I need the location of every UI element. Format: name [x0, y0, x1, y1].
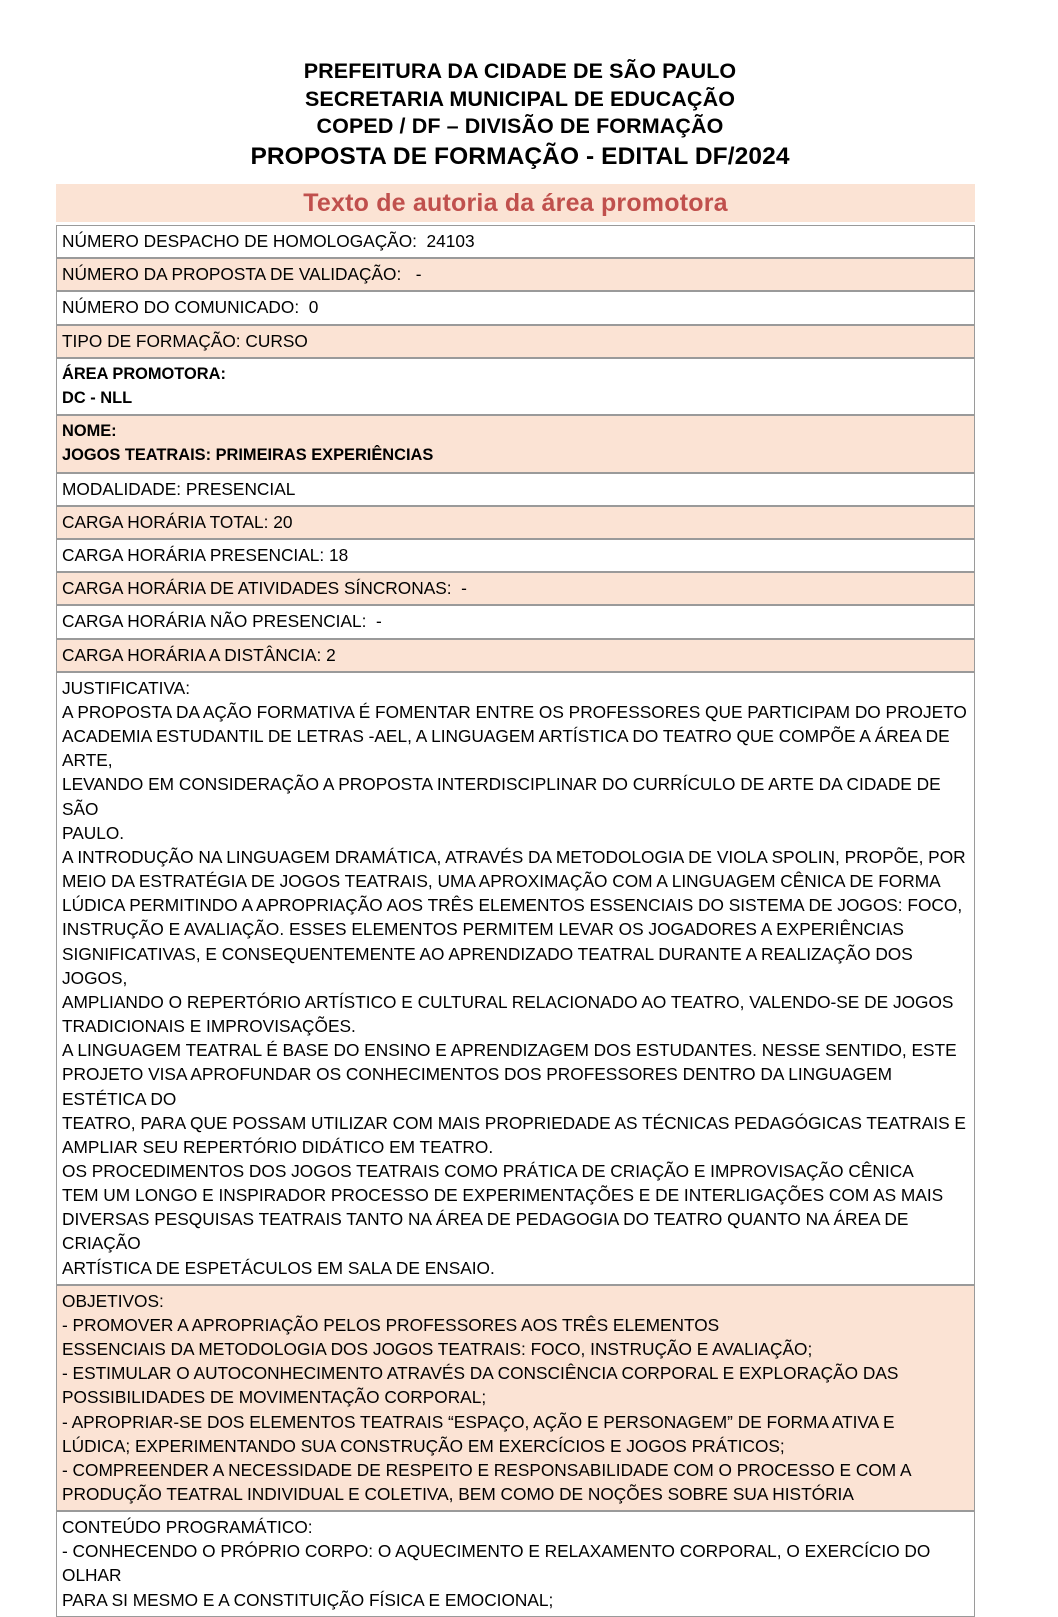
field-modalidade: [56, 473, 975, 506]
table-row: [56, 572, 975, 605]
field-line: CARGA HORÁRIA TOTAL: 20: [62, 511, 293, 532]
field-line: POSSIBILIDADES DE MOVIMENTAÇÃO CORPORAL;: [62, 1387, 487, 1408]
field-line: TRADICIONAIS E IMPROVISAÇÕES.: [62, 1016, 356, 1037]
field-line: PARA SI MESMO E A CONSTITUIÇÃO FÍSICA E EMOCIONAL;: [62, 1589, 554, 1610]
table-row: [56, 506, 975, 539]
field-line: PAULO.: [62, 822, 125, 843]
field-line: ESSENCIAIS DA METODOLOGIA DOS JOGOS TEATRAIS: FOCO, INSTRUÇÃO E AVALIAÇÃO;: [62, 1339, 813, 1360]
field-line: MEIO DA ESTRATÉGIA DE JOGOS TEATRAIS, UMA APROXIMAÇÃO COM A LINGUAGEM CÊNICA DE FORMA: [62, 871, 941, 892]
header-line-coped: COPED / DF – DIVISÃO DE FORMAÇÃO: [316, 114, 724, 138]
field-line: CARGA HORÁRIA A DISTÂNCIA: 2: [62, 644, 336, 665]
table-row: [56, 672, 975, 1285]
field-line: CARGA HORÁRIA PRESENCIAL: 18: [62, 545, 349, 566]
field-line: DC - NLL: [62, 389, 133, 408]
field-line: SIGNIFICATIVAS, E CONSEQUENTEMENTE AO APRENDIZADO TEATRAL DURANTE A REALIZAÇÃO DOS JOGOS,: [62, 943, 918, 988]
field-line: A LINGUAGEM TEATRAL É BASE DO ENSINO E APRENDIZAGEM DOS ESTUDANTES. NESSE SENTIDO, ESTE: [62, 1040, 957, 1061]
table-row: [56, 1285, 975, 1511]
field-line: LÚDICA PERMITINDO A APROPRIAÇÃO AOS TRÊS ELEMENTOS ESSENCIAIS DO SISTEMA DE JOGOS: FOCO,: [62, 895, 963, 916]
field-line: LEVANDO EM CONSIDERAÇÃO A PROPOSTA INTERDISCIPLINAR DO CURRÍCULO DE ARTE DA CIDADE DE SÃO: [62, 774, 946, 819]
field-carga-horaria-atividades-sincronas: [56, 572, 975, 605]
table-row: [56, 639, 975, 672]
header-line-secretaria: SECRETARIA MUNICIPAL DE EDUCAÇÃO: [304, 86, 736, 111]
field-line: PROJETO VISA APROFUNDAR OS CONHECIMENTOS DOS PROFESSORES DENTRO DA LINGUAGEM ESTÉTICA DO: [62, 1064, 897, 1109]
field-carga-horaria-total: [56, 506, 975, 539]
authorship-banner: [56, 184, 975, 222]
field-line: CONTEÚDO PROGRAMÁTICO:: [62, 1517, 313, 1538]
field-tipo-de-formacao: [56, 325, 975, 358]
table-row: [56, 539, 975, 572]
field-justificativa: [56, 672, 975, 1285]
field-line: JOGOS TEATRAIS: PRIMEIRAS EXPERIÊNCIAS: [62, 446, 434, 465]
header-line-prefeitura: PREFEITURA DA CIDADE DE SÃO PAULO: [303, 59, 737, 83]
field-line: DIVERSAS PESQUISAS TEATRAIS TANTO NA ÁREA DE PEDAGOGIA DO TEATRO QUANTO NA ÁREA DE CRIAÇÃO: [62, 1209, 914, 1254]
table-row: [56, 358, 975, 415]
field-line: OBJETIVOS:: [62, 1290, 164, 1311]
field-carga-horaria-a-distancia: [56, 639, 975, 672]
field-line: PRODUÇÃO TEATRAL INDIVIDUAL E COLETIVA, BEM COMO DE NOÇÕES SOBRE SUA HISTÓRIA: [62, 1484, 854, 1504]
field-carga-horaria-nao-presencial: [56, 605, 975, 638]
field-line: - COMPREENDER A NECESSIDADE DE RESPEITO E RESPONSABILIDADE COM O PROCESSO E COM A: [62, 1459, 912, 1480]
table-row: [56, 605, 975, 638]
proposal-fields-table: [56, 225, 975, 1617]
field-line: JUSTIFICATIVA:: [62, 677, 191, 698]
header-line-proposta: PROPOSTA DE FORMAÇÃO - EDITAL DF/2024: [250, 142, 790, 170]
field-line: MODALIDADE: PRESENCIAL: [62, 478, 296, 499]
field-line: - PROMOVER A APROPRIAÇÃO PELOS PROFESSORES AOS TRÊS ELEMENTOS: [62, 1314, 720, 1335]
field-line: CARGA HORÁRIA NÃO PRESENCIAL: -: [62, 611, 382, 632]
proposal-fields-body: [56, 225, 975, 1617]
field-line: A INTRODUÇÃO NA LINGUAGEM DRAMÁTICA, ATRAVÉS DA METODOLOGIA DE VIOLA SPOLIN, PROPÕE, POR: [62, 846, 966, 867]
field-numero-despacho-homologacao: [56, 225, 975, 258]
table-row: [56, 225, 975, 258]
table-row: [56, 325, 975, 358]
field-line: - APROPRIAR-SE DOS ELEMENTOS TEATRAIS “ESPAÇO, AÇÃO E PERSONAGEM” DE FORMA ATIVA E: [62, 1411, 895, 1432]
field-line: TEATRO, PARA QUE POSSAM UTILIZAR COM MAIS PROPRIEDADE AS TÉCNICAS PEDAGÓGICAS TEATRAIS E: [62, 1112, 966, 1133]
field-area-promotora: [56, 358, 975, 415]
document-header: [0, 58, 1040, 172]
field-line: NOME:: [62, 422, 117, 441]
field-line: LÚDICA; EXPERIMENTANDO SUA CONSTRUÇÃO EM EXERCÍCIOS E JOGOS PRÁTICOS;: [62, 1435, 785, 1456]
field-nome: [56, 415, 975, 472]
table-row: [56, 473, 975, 506]
field-carga-horaria-presencial: [56, 539, 975, 572]
field-line: NÚMERO DESPACHO DE HOMOLOGAÇÃO: 24103: [62, 231, 475, 251]
field-numero-comunicado: [56, 291, 975, 324]
field-line: CARGA HORÁRIA DE ATIVIDADES SÍNCRONAS: -: [62, 578, 467, 599]
field-conteudo-programatico: [56, 1511, 975, 1617]
table-row: [56, 415, 975, 472]
table-row: [56, 291, 975, 324]
field-line: ÁREA PROMOTORA:: [62, 364, 226, 383]
field-line: TIPO DE FORMAÇÃO: CURSO: [62, 330, 308, 351]
field-numero-proposta-validacao: [56, 258, 975, 291]
field-line: ACADEMIA ESTUDANTIL DE LETRAS -AEL, A LINGUAGEM ARTÍSTICA DO TEATRO QUE COMPÕE A ÁREA DE ARTE,: [62, 726, 954, 771]
field-line: NÚMERO DO COMUNICADO: 0: [62, 297, 319, 318]
field-objetivos: [56, 1285, 975, 1511]
field-line: TEM UM LONGO E INSPIRADOR PROCESSO DE EXPERIMENTAÇÕES E DE INTERLIGAÇÕES COM AS MAIS: [62, 1185, 944, 1206]
field-line: NÚMERO DA PROPOSTA DE VALIDAÇÃO: -: [62, 264, 422, 285]
authorship-banner-text: Texto de autoria da área promotora: [303, 189, 728, 217]
field-line: AMPLIANDO O REPERTÓRIO ARTÍSTICO E CULTURAL RELACIONADO AO TEATRO, VALENDO-SE DE JOGOS: [62, 991, 954, 1012]
field-line: OS PROCEDIMENTOS DOS JOGOS TEATRAIS COMO PRÁTICA DE CRIAÇÃO E IMPROVISAÇÃO CÊNICA: [62, 1160, 914, 1181]
field-line: - CONHECENDO O PRÓPRIO CORPO: O AQUECIMENTO E RELAXAMENTO CORPORAL, O EXERCÍCIO DO OLHAR: [62, 1541, 936, 1586]
field-line: INSTRUÇÃO E AVALIAÇÃO. ESSES ELEMENTOS PERMITEM LEVAR OS JOGADORES A EXPERIÊNCIAS: [62, 919, 904, 940]
table-row: [56, 1511, 975, 1617]
table-row: [56, 258, 975, 291]
field-line: A PROPOSTA DA AÇÃO FORMATIVA É FOMENTAR ENTRE OS PROFESSORES QUE PARTICIPAM DO PROJETO: [62, 702, 967, 722]
field-line: - ESTIMULAR O AUTOCONHECIMENTO ATRAVÉS DA CONSCIÊNCIA CORPORAL E EXPLORAÇÃO DAS: [62, 1363, 899, 1384]
field-line: ARTÍSTICA DE ESPETÁCULOS EM SALA DE ENSAIO.: [62, 1257, 495, 1278]
field-line: AMPLIAR SEU REPERTÓRIO DIDÁTICO EM TEATRO.: [62, 1136, 494, 1157]
